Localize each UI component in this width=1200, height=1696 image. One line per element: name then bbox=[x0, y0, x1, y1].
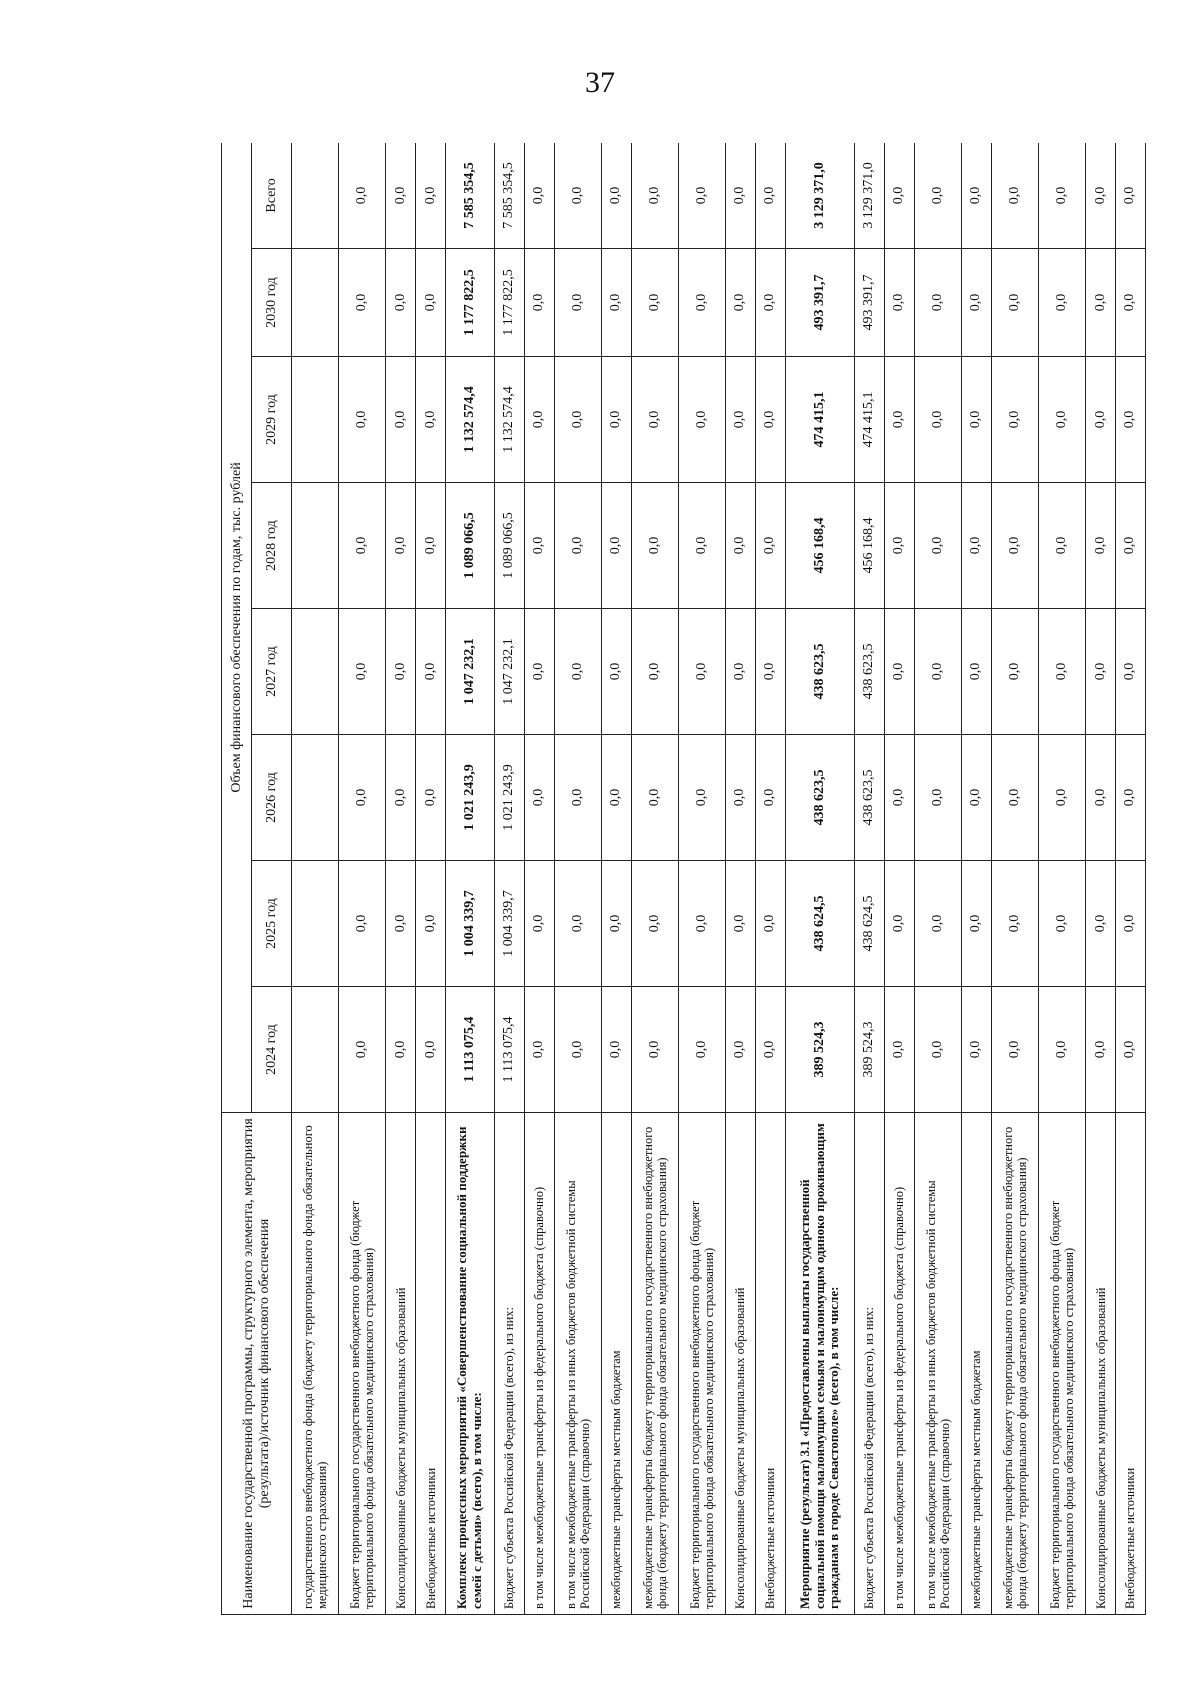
value-cell: 0,0 bbox=[339, 861, 386, 987]
table-row bbox=[1086, 143, 1116, 1615]
value-cell: 0,0 bbox=[416, 735, 446, 861]
row-name-cell: Внебюджетные источники bbox=[755, 1113, 785, 1615]
value-cell: 0,0 bbox=[1086, 143, 1116, 249]
row-name-cell: в том числе межбюджетные трансферты из иных бюджетов бюджетной системы Российской Федерации (справочно) bbox=[914, 1113, 961, 1615]
value-cell: 0,0 bbox=[884, 987, 914, 1113]
value-cell: 0,0 bbox=[416, 609, 446, 735]
value-cell: 0,0 bbox=[631, 143, 678, 249]
row-name-cell: государственного внебюджетного фонда (бюджету территориального фонда обязательного медицинского страхования) bbox=[292, 1113, 339, 1615]
page-number: 37 bbox=[585, 66, 615, 99]
value-cell: 0,0 bbox=[991, 609, 1038, 735]
value-cell: 0,0 bbox=[631, 249, 678, 357]
value-cell: 0,0 bbox=[524, 249, 554, 357]
row-name-cell: Бюджет территориального государственного внебюджетного фонда (бюджет территориального фонда обязательного медицинского страхования) bbox=[1038, 1113, 1085, 1615]
value-cell: 0,0 bbox=[601, 861, 631, 987]
value-cell: 0,0 bbox=[339, 143, 386, 249]
value-cell: 0,0 bbox=[1086, 861, 1116, 987]
table-row bbox=[631, 143, 678, 1615]
value-cell: 0,0 bbox=[524, 483, 554, 609]
value-cell: 1 004 339,7 bbox=[494, 861, 524, 987]
value-cell: 474 415,1 bbox=[785, 357, 854, 483]
value-cell: 0,0 bbox=[991, 861, 1038, 987]
year-header-7: Всего bbox=[252, 143, 292, 249]
value-cell: 0,0 bbox=[631, 483, 678, 609]
value-cell: 1 113 075,4 bbox=[494, 987, 524, 1113]
table-row bbox=[961, 143, 991, 1615]
value-cell: 0,0 bbox=[991, 249, 1038, 357]
value-cell: 0,0 bbox=[961, 609, 991, 735]
value-cell: 0,0 bbox=[1115, 861, 1145, 987]
value-cell: 1 047 232,1 bbox=[446, 609, 495, 735]
value-cell: 1 021 243,9 bbox=[494, 735, 524, 861]
value-cell: 0,0 bbox=[961, 143, 991, 249]
value-cell: 0,0 bbox=[601, 483, 631, 609]
value-cell: 1 021 243,9 bbox=[446, 735, 495, 861]
year-header-0: 2024 год bbox=[252, 987, 292, 1113]
value-cell: 0,0 bbox=[725, 249, 755, 357]
value-cell: 0,0 bbox=[961, 357, 991, 483]
value-cell: 0,0 bbox=[755, 249, 785, 357]
value-cell: 0,0 bbox=[961, 483, 991, 609]
value-cell: 0,0 bbox=[725, 357, 755, 483]
value-cell: 0,0 bbox=[1115, 143, 1145, 249]
value-cell: 0,0 bbox=[1038, 861, 1085, 987]
name-column-header: Наименование государственной программы, структурного элемента, мероприятия (результата)/источник финансового обеспечения bbox=[222, 1113, 292, 1615]
row-name-cell: межбюджетные трансферты местным бюджетам bbox=[601, 1113, 631, 1615]
value-cell: 0,0 bbox=[961, 735, 991, 861]
value-cell: 0,0 bbox=[725, 861, 755, 987]
value-cell: 0,0 bbox=[1115, 357, 1145, 483]
row-name-cell: в том числе межбюджетные трансферты из иных бюджетов бюджетной системы Российской Федерации (справочно) bbox=[554, 1113, 601, 1615]
value-cell: 0,0 bbox=[601, 735, 631, 861]
value-cell: 389 524,3 bbox=[785, 987, 854, 1113]
table-row bbox=[386, 143, 416, 1615]
row-name-cell: Бюджет субъекта Российской Федерации (всего), из них: bbox=[854, 1113, 884, 1615]
value-cell: 0,0 bbox=[416, 861, 446, 987]
year-header-3: 2027 год bbox=[252, 609, 292, 735]
value-cell: 0,0 bbox=[991, 987, 1038, 1113]
value-cell: 0,0 bbox=[884, 249, 914, 357]
value-cell: 0,0 bbox=[416, 143, 446, 249]
value-cell: 438 624,5 bbox=[785, 861, 854, 987]
table-row bbox=[678, 143, 725, 1615]
value-cell bbox=[292, 249, 339, 357]
value-cell: 0,0 bbox=[1038, 609, 1085, 735]
value-cell: 493 391,7 bbox=[854, 249, 884, 357]
value-cell: 0,0 bbox=[991, 357, 1038, 483]
row-name-cell: межбюджетные трансферты бюджету территориального государственного внебюджетного фонда (бюджету территориального фонда обязательного медицинского страхования) bbox=[631, 1113, 678, 1615]
value-cell: 0,0 bbox=[725, 735, 755, 861]
value-cell: 0,0 bbox=[755, 357, 785, 483]
year-header-5: 2029 год bbox=[252, 357, 292, 483]
value-cell: 456 168,4 bbox=[854, 483, 884, 609]
value-cell: 0,0 bbox=[725, 483, 755, 609]
value-cell: 0,0 bbox=[416, 987, 446, 1113]
value-cell: 0,0 bbox=[339, 987, 386, 1113]
value-cell: 0,0 bbox=[524, 609, 554, 735]
value-cell: 0,0 bbox=[386, 987, 416, 1113]
value-cell: 0,0 bbox=[914, 143, 961, 249]
value-cell: 0,0 bbox=[601, 249, 631, 357]
value-cell: 0,0 bbox=[416, 357, 446, 483]
value-cell: 1 047 232,1 bbox=[494, 609, 524, 735]
value-cell: 1 177 822,5 bbox=[494, 249, 524, 357]
row-name-cell: межбюджетные трансферты бюджету территориального государственного внебюджетного фонда (бюджету территориального фонда обязательного медицинского страхования) bbox=[991, 1113, 1038, 1615]
row-name-cell: Внебюджетные источники bbox=[416, 1113, 446, 1615]
value-cell: 0,0 bbox=[554, 609, 601, 735]
value-cell: 3 129 371,0 bbox=[785, 143, 854, 249]
table-row bbox=[755, 143, 785, 1615]
value-cell: 0,0 bbox=[1086, 609, 1116, 735]
table-row bbox=[854, 143, 884, 1615]
row-name-cell: Бюджет территориального государственного внебюджетного фонда (бюджет территориального фонда обязательного медицинского страхования) bbox=[678, 1113, 725, 1615]
value-cell: 0,0 bbox=[884, 861, 914, 987]
table-row bbox=[524, 143, 554, 1615]
value-cell: 0,0 bbox=[755, 143, 785, 249]
row-name-cell: в том числе межбюджетные трансферты из федерального бюджета (справочно) bbox=[884, 1113, 914, 1615]
table-row bbox=[884, 143, 914, 1615]
year-header-1: 2025 год bbox=[252, 861, 292, 987]
value-cell: 0,0 bbox=[1086, 357, 1116, 483]
value-cell: 0,0 bbox=[914, 735, 961, 861]
value-cell: 0,0 bbox=[884, 609, 914, 735]
value-cell: 0,0 bbox=[554, 987, 601, 1113]
row-name-cell: Консолидированные бюджеты муниципальных образований bbox=[386, 1113, 416, 1615]
value-cell: 0,0 bbox=[755, 609, 785, 735]
value-cell: 0,0 bbox=[601, 357, 631, 483]
value-cell: 1 089 066,5 bbox=[446, 483, 495, 609]
row-name-cell: Внебюджетные источники bbox=[1115, 1113, 1145, 1615]
row-name-cell: Бюджет субъекта Российской Федерации (всего), из них: bbox=[494, 1113, 524, 1615]
value-cell: 0,0 bbox=[1038, 143, 1085, 249]
table-row bbox=[1038, 143, 1085, 1615]
value-cell: 0,0 bbox=[914, 861, 961, 987]
value-cell: 0,0 bbox=[914, 249, 961, 357]
value-cell: 438 623,5 bbox=[854, 735, 884, 861]
table-row bbox=[554, 143, 601, 1615]
value-cell: 0,0 bbox=[524, 861, 554, 987]
table-row bbox=[292, 143, 339, 1615]
value-cell: 0,0 bbox=[755, 483, 785, 609]
table-container bbox=[221, 143, 1146, 1615]
value-cell: 0,0 bbox=[631, 735, 678, 861]
value-cell: 438 623,5 bbox=[785, 609, 854, 735]
value-cell: 0,0 bbox=[1038, 987, 1085, 1113]
value-cell: 0,0 bbox=[386, 483, 416, 609]
value-cell: 0,0 bbox=[601, 609, 631, 735]
value-cell: 0,0 bbox=[961, 987, 991, 1113]
value-cell: 0,0 bbox=[1115, 249, 1145, 357]
value-cell: 0,0 bbox=[1038, 357, 1085, 483]
value-cell: 0,0 bbox=[1115, 609, 1145, 735]
table-row bbox=[1115, 143, 1145, 1615]
value-cell: 0,0 bbox=[914, 483, 961, 609]
value-cell: 0,0 bbox=[631, 987, 678, 1113]
value-cell: 0,0 bbox=[914, 987, 961, 1113]
value-cell: 0,0 bbox=[678, 357, 725, 483]
value-cell bbox=[292, 143, 339, 249]
value-cell: 0,0 bbox=[339, 357, 386, 483]
value-cell: 438 623,5 bbox=[785, 735, 854, 861]
value-cell: 0,0 bbox=[1086, 987, 1116, 1113]
value-cell: 438 623,5 bbox=[854, 609, 884, 735]
value-cell: 0,0 bbox=[339, 483, 386, 609]
value-cell: 0,0 bbox=[554, 735, 601, 861]
value-cell: 389 524,3 bbox=[854, 987, 884, 1113]
table-row bbox=[785, 143, 854, 1615]
value-cell: 0,0 bbox=[386, 609, 416, 735]
value-cell: 1 132 574,4 bbox=[446, 357, 495, 483]
value-cell: 0,0 bbox=[524, 143, 554, 249]
row-name-cell: межбюджетные трансферты местным бюджетам bbox=[961, 1113, 991, 1615]
value-cell: 0,0 bbox=[961, 861, 991, 987]
value-cell: 0,0 bbox=[678, 249, 725, 357]
value-cell: 0,0 bbox=[386, 249, 416, 357]
value-cell: 0,0 bbox=[554, 249, 601, 357]
value-cell: 0,0 bbox=[678, 861, 725, 987]
table-row bbox=[416, 143, 446, 1615]
value-cell: 0,0 bbox=[524, 357, 554, 483]
value-cell: 0,0 bbox=[678, 143, 725, 249]
value-cell: 0,0 bbox=[339, 735, 386, 861]
value-cell: 0,0 bbox=[554, 143, 601, 249]
value-cell bbox=[292, 735, 339, 861]
table-row bbox=[446, 143, 495, 1615]
value-cell bbox=[292, 483, 339, 609]
value-cell: 0,0 bbox=[416, 249, 446, 357]
value-cell: 0,0 bbox=[601, 987, 631, 1113]
value-cell: 0,0 bbox=[725, 609, 755, 735]
value-cell: 0,0 bbox=[1115, 483, 1145, 609]
value-cell: 0,0 bbox=[386, 357, 416, 483]
value-cell: 0,0 bbox=[524, 987, 554, 1113]
value-cell: 0,0 bbox=[755, 861, 785, 987]
year-header-2: 2026 год bbox=[252, 735, 292, 861]
table-row bbox=[991, 143, 1038, 1615]
value-cell bbox=[292, 861, 339, 987]
value-cell: 0,0 bbox=[554, 861, 601, 987]
value-cell: 0,0 bbox=[339, 249, 386, 357]
value-cell: 0,0 bbox=[416, 483, 446, 609]
table-row bbox=[725, 143, 755, 1615]
rotated-table-frame bbox=[221, 143, 1146, 1615]
value-cell: 0,0 bbox=[386, 143, 416, 249]
financing-group-header: Объем финансового обеспечения по годам, тыс. рублей bbox=[222, 143, 252, 1113]
table-row bbox=[494, 143, 524, 1615]
value-cell: 0,0 bbox=[755, 735, 785, 861]
value-cell: 0,0 bbox=[678, 609, 725, 735]
value-cell: 0,0 bbox=[1038, 735, 1085, 861]
row-name-cell: Консолидированные бюджеты муниципальных образований bbox=[1086, 1113, 1116, 1615]
year-header-4: 2028 год bbox=[252, 483, 292, 609]
year-header-6: 2030 год bbox=[252, 249, 292, 357]
value-cell: 0,0 bbox=[961, 249, 991, 357]
value-cell: 0,0 bbox=[1115, 735, 1145, 861]
value-cell: 0,0 bbox=[725, 987, 755, 1113]
value-cell: 0,0 bbox=[755, 987, 785, 1113]
value-cell: 456 168,4 bbox=[785, 483, 854, 609]
value-cell: 7 585 354,5 bbox=[446, 143, 495, 249]
value-cell: 1 177 822,5 bbox=[446, 249, 495, 357]
value-cell bbox=[292, 987, 339, 1113]
value-cell: 0,0 bbox=[1038, 249, 1085, 357]
table-row bbox=[914, 143, 961, 1615]
value-cell: 1 113 075,4 bbox=[446, 987, 495, 1113]
value-cell: 0,0 bbox=[1086, 735, 1116, 861]
value-cell: 0,0 bbox=[914, 357, 961, 483]
value-cell: 0,0 bbox=[631, 861, 678, 987]
value-cell: 0,0 bbox=[1086, 483, 1116, 609]
value-cell bbox=[292, 357, 339, 483]
value-cell: 474 415,1 bbox=[854, 357, 884, 483]
value-cell: 0,0 bbox=[725, 143, 755, 249]
value-cell: 0,0 bbox=[1086, 249, 1116, 357]
value-cell: 0,0 bbox=[554, 483, 601, 609]
value-cell: 3 129 371,0 bbox=[854, 143, 884, 249]
value-cell: 0,0 bbox=[884, 735, 914, 861]
table-body bbox=[292, 143, 1146, 1615]
row-name-cell: Комплекс процессных мероприятий «Совершенствование социальной поддержки семей с детьми» (всего), в том числе: bbox=[446, 1113, 495, 1615]
financing-table bbox=[221, 143, 1146, 1615]
row-name-cell: Консолидированные бюджеты муниципальных образований bbox=[725, 1113, 755, 1615]
value-cell: 438 624,5 bbox=[854, 861, 884, 987]
value-cell: 0,0 bbox=[339, 609, 386, 735]
row-name-cell: в том числе межбюджетные трансферты из федерального бюджета (справочно) bbox=[524, 1113, 554, 1615]
value-cell: 0,0 bbox=[386, 861, 416, 987]
value-cell: 0,0 bbox=[991, 483, 1038, 609]
row-name-cell: Мероприятие (результат) 3.1 «Предоставлены выплаты государственной социальной помощи малоимущим семьям и малоимущим одиноко проживающим гражданам в городе Севастополе» (всего), в том числе: bbox=[785, 1113, 854, 1615]
value-cell: 0,0 bbox=[678, 987, 725, 1113]
value-cell: 1 132 574,4 bbox=[494, 357, 524, 483]
value-cell: 0,0 bbox=[631, 357, 678, 483]
value-cell: 0,0 bbox=[678, 483, 725, 609]
value-cell: 0,0 bbox=[884, 483, 914, 609]
value-cell: 0,0 bbox=[991, 143, 1038, 249]
value-cell bbox=[292, 609, 339, 735]
table-header bbox=[222, 143, 292, 1615]
value-cell: 1 004 339,7 bbox=[446, 861, 495, 987]
value-cell: 0,0 bbox=[991, 735, 1038, 861]
table-row bbox=[601, 143, 631, 1615]
table-row bbox=[339, 143, 386, 1615]
value-cell: 0,0 bbox=[554, 357, 601, 483]
value-cell: 0,0 bbox=[524, 735, 554, 861]
value-cell: 1 089 066,5 bbox=[494, 483, 524, 609]
value-cell: 0,0 bbox=[631, 609, 678, 735]
value-cell: 0,0 bbox=[884, 143, 914, 249]
value-cell: 7 585 354,5 bbox=[494, 143, 524, 249]
value-cell: 0,0 bbox=[884, 357, 914, 483]
row-name-cell: Бюджет территориального государственного внебюджетного фонда (бюджет территориального фонда обязательного медицинского страхования) bbox=[339, 1113, 386, 1615]
value-cell: 0,0 bbox=[1038, 483, 1085, 609]
value-cell: 0,0 bbox=[678, 735, 725, 861]
value-cell: 0,0 bbox=[914, 609, 961, 735]
value-cell: 0,0 bbox=[1115, 987, 1145, 1113]
value-cell: 0,0 bbox=[601, 143, 631, 249]
value-cell: 0,0 bbox=[386, 735, 416, 861]
value-cell: 493 391,7 bbox=[785, 249, 854, 357]
